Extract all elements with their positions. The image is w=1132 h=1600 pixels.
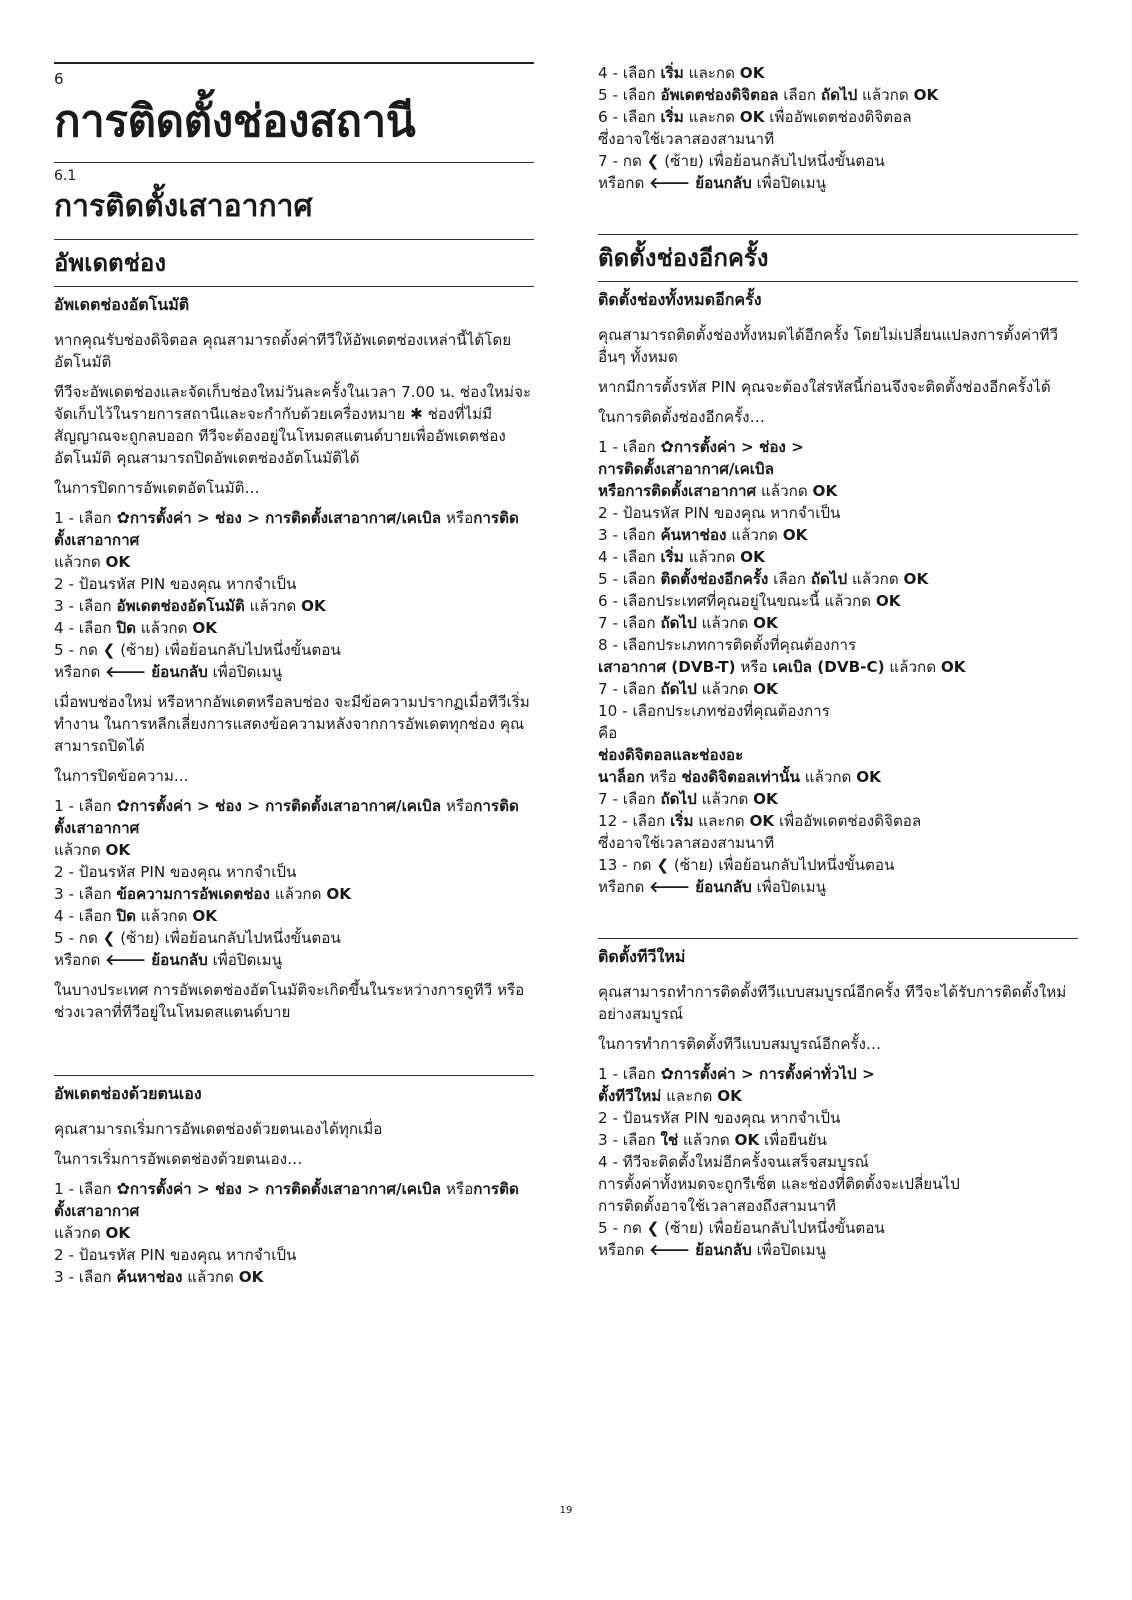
back-arrow-icon: 🡐 ย้อนกลับ <box>105 951 208 969</box>
message-off-steps <box>54 795 534 971</box>
reset-tv-heading: ติดตั้งทีวีใหม่ <box>598 938 1078 969</box>
new-channels-message-info: เมื่อพบช่องใหม่ หรือหากอัพเดตหรือลบช่อง จะมีข้อความปรากฏเมื่อทีวีเริ่มทำงาน ในการหลีกเลี่ยงการแสดงข้อความหลังจากการอัพเดตทุกช่อง คุณสามารถปิดได้ <box>54 693 530 755</box>
step-3: 3 - เลือก ใช่ แล้วกด OK เพื่อยืนยัน <box>598 1131 827 1149</box>
step-5: 5 - กด ❮ (ซ้าย) เพื่อย้อนกลับไปหนึ่งขั้นตอน <box>54 641 341 659</box>
step-3: 3 - เลือก อัพเดตช่องอัตโนมัติ แล้วกด OK <box>54 597 326 615</box>
step-10-option-a: ช่องดิจิตอลและช่องอะ <box>598 746 744 764</box>
back-arrow-icon: 🡐 ย้อนกลับ <box>649 878 752 896</box>
step-3: 3 - เลือก ค้นหาช่อง แล้วกด OK <box>54 1268 264 1286</box>
manual-update-start: ในการเริ่มการอัพเดตช่องด้วยตนเอง… <box>54 1150 303 1168</box>
step-4-note-a: การตั้งค่าทั้งหมดจะถูกรีเซ็ต และช่องที่ติดตั้งจะเปลี่ยนไป <box>598 1175 960 1193</box>
auto-update-description: ทีวีจะอัพเดตช่องและจัดเก็บช่องใหม่วันละครั้งในเวลา 7.00 น. ช่องใหม่จะจัดเก็บไว้ในรายการสถานีและจะกำกับด้วยเครื่องหมาย ✱ ช่องที่ไม่มีสัญญาณจะถูกลบออก ทีวีจะต้องอยู่ในโหมดสแตนด์บายเพื่ออัพเดตช่องอัตโนมัติ คุณสามารถปิดอัพเดตช่องอัตโนมัติได้ <box>54 383 532 467</box>
step-1: 1 - เลือก ✿การตั้งค่า > ช่อง > การติดตั้งเสาอากาศ/เคเบิล หรือการติดตั้งเสาอากาศ แล้วกด OK <box>598 437 838 500</box>
reset-tv-start: ในการทำการติดตั้งทีวีแบบสมบูรณ์อีกครั้ง… <box>598 1035 882 1053</box>
step-12-note: ซึ่งอาจใช้เวลาสองสามนาที <box>598 834 775 852</box>
step-9: 7 - เลือก ถัดไป แล้วกด OK <box>598 680 778 698</box>
step-1: 1 - เลือก ✿การตั้งค่า > ช่อง > การติดตั้งเสาอากาศ/เคเบิล หรือการติดตั้งเสาอากาศ แล้วกด OK <box>54 1179 519 1242</box>
step-5: 5 - เลือก ติดตั้งช่องอีกครั้ง เลือก ถัดไป แล้วกด OK <box>598 570 929 588</box>
step-back: หรือกด 🡐 ย้อนกลับ เพื่อปิดเมนู <box>598 878 826 896</box>
auto-update-off-intro: ในการปิดการอัพเดตอัตโนมัติ… <box>54 479 260 497</box>
step-4: 4 - เลือก ปิด แล้วกด OK <box>54 907 217 925</box>
manual-update-heading: อัพเดตช่องด้วยตนเอง <box>54 1075 534 1106</box>
page-number: 19 <box>559 1505 573 1516</box>
update-channels-title: อัพเดตช่อง <box>54 239 534 280</box>
chapter-number: 6 <box>54 62 534 88</box>
step-2: 2 - ป้อนรหัส PIN ของคุณ หากจำเป็น <box>54 863 297 881</box>
step-4: 4 - เลือก เริ่ม แล้วกด OK <box>598 548 765 566</box>
step-5: 5 - กด ❮ (ซ้าย) เพื่อย้อนกลับไปหนึ่งขั้นตอน <box>54 929 341 947</box>
auto-update-intro: หากคุณรับช่องดิจิตอล คุณสามารถตั้งค่าทีวีให้อัพเดตช่องเหล่านี้ได้โดยอัตโนมัติ <box>54 331 512 371</box>
step-10-is: คือ <box>598 724 618 742</box>
step-1: 1 - เลือก ✿การตั้งค่า > ช่อง > การติดตั้งเสาอากาศ/เคเบิล หรือการติดตั้งเสาอากาศ แล้วกด OK <box>54 508 519 571</box>
country-note: ในบางประเทศ การอัพเดตช่องอัตโนมัติจะเกิดขึ้นในระหว่างการดูทีวี หรือช่วงเวลาที่ทีวีอยู่ในโหมดสแตนด์บาย <box>54 981 525 1021</box>
step-back: หรือกด 🡐 ย้อนกลับ เพื่อปิดเมนู <box>54 951 282 969</box>
step-2: 2 - ป้อนรหัส PIN ของคุณ หากจำเป็น <box>54 1246 297 1264</box>
reset-tv-steps <box>598 1063 1078 1261</box>
reinstall-all-heading: ติดตั้งช่องทั้งหมดอีกครั้ง <box>598 281 1078 312</box>
manual-update-intro: คุณสามารถเริ่มการอัพเดตช่องด้วยตนเองได้ทุกเมื่อ <box>54 1120 383 1138</box>
step-4: 4 - เลือก เริ่ม และกด OK <box>598 64 765 82</box>
step-6: 6 - เลือกประเทศที่คุณอยู่ในขณะนี้ แล้วกด OK <box>598 592 901 610</box>
step-3: 3 - เลือก ค้นหาช่อง แล้วกด OK <box>598 526 808 544</box>
step-11: 7 - เลือก ถัดไป แล้วกด OK <box>598 790 778 808</box>
reinstall-title: ติดตั้งช่องอีกครั้ง <box>598 234 1078 275</box>
back-arrow-icon: 🡐 ย้อนกลับ <box>649 1241 752 1259</box>
auto-update-heading: อัพเดตช่องอัตโนมัติ <box>54 286 534 317</box>
step-back: หรือกด 🡐 ย้อนกลับ เพื่อปิดเมนู <box>598 174 826 192</box>
reinstall-start: ในการติดตั้งช่องอีกครั้ง… <box>598 408 765 426</box>
step-7: 7 - กด ❮ (ซ้าย) เพื่อย้อนกลับไปหนึ่งขั้นตอน <box>598 152 885 170</box>
step-back: หรือกด 🡐 ย้อนกลับ เพื่อปิดเมนู <box>54 663 282 681</box>
step-1: 1 - เลือก ✿การตั้งค่า > การตั้งค่าทั่วไป > ตั้งทีวีใหม่ และกด OK <box>598 1064 875 1105</box>
gear-icon: ✿ <box>116 796 130 815</box>
chapter-title: การติดตั้งช่องสถานี <box>54 96 416 147</box>
section-title: การติดตั้งเสาอากาศ <box>54 189 313 224</box>
step-3: 3 - เลือก ข้อความการอัพเดตช่อง แล้วกด OK <box>54 885 351 903</box>
step-2: 2 - ป้อนรหัส PIN ของคุณ หากจำเป็น <box>598 1109 841 1127</box>
reinstall-all-intro: คุณสามารถติดตั้งช่องทั้งหมดได้อีกครั้ง โดยไม่เปลี่ยนแปลงการตั้งค่าทีวีอื่นๆ ทั้งหมด <box>598 326 1059 366</box>
gear-icon: ✿ <box>116 1179 130 1198</box>
step-4: 4 - ทีวีจะติดตั้งใหม่อีกครั้งจนเสร็จสมบูรณ์ <box>598 1153 869 1171</box>
manual-update-steps-continued <box>598 62 1078 194</box>
step-5: 5 - กด ❮ (ซ้าย) เพื่อย้อนกลับไปหนึ่งขั้นตอน <box>598 1219 885 1237</box>
message-off-intro: ในการปิดข้อความ... <box>54 767 189 785</box>
back-arrow-icon: 🡐 ย้อนกลับ <box>649 174 752 192</box>
step-7: 7 - เลือก ถัดไป แล้วกด OK <box>598 614 778 632</box>
reinstall-steps <box>598 436 1078 898</box>
step-1: 1 - เลือก ✿การตั้งค่า > ช่อง > การติดตั้งเสาอากาศ/เคเบิล หรือการติดตั้งเสาอากาศ แล้วกด OK <box>54 796 519 859</box>
step-6: 6 - เลือก เริ่ม และกด OK เพื่ออัพเดตช่องดิจิตอล <box>598 108 912 126</box>
step-6-note: ซึ่งอาจใช้เวลาสองสามนาที <box>598 130 775 148</box>
gear-icon: ✿ <box>116 508 130 527</box>
step-10: 10 - เลือกประเภทช่องที่คุณต้องการ <box>598 702 830 720</box>
step-2: 2 - ป้อนรหัส PIN ของคุณ หากจำเป็น <box>598 504 841 522</box>
auto-update-steps <box>54 507 534 683</box>
manual-update-steps <box>54 1178 534 1288</box>
step-8: 8 - เลือกประเภทการติดตั้งที่คุณต้องการ <box>598 636 857 654</box>
step-5: 5 - เลือก อัพเดตช่องดิจิตอล เลือก ถัดไป แล้วกด OK <box>598 86 939 104</box>
step-12: 12 - เลือก เริ่ม และกด OK เพื่ออัพเดตช่องดิจิตอล <box>598 812 922 830</box>
gear-icon: ✿ <box>660 437 674 456</box>
reinstall-pin-note: หากมีการตั้งรหัส PIN คุณจะต้องใส่รหัสนี้ก่อนจึงจะติดตั้งช่องอีกครั้งได้ <box>598 378 1051 396</box>
left-column <box>54 62 534 1296</box>
section-number: 6.1 <box>54 168 77 184</box>
back-arrow-icon: 🡐 ย้อนกลับ <box>105 663 208 681</box>
right-column <box>598 62 1078 1269</box>
gear-icon: ✿ <box>660 1064 674 1083</box>
step-2: 2 - ป้อนรหัส PIN ของคุณ หากจำเป็น <box>54 575 297 593</box>
reset-tv-intro: คุณสามารถทำการติดตั้งทีวีแบบสมบูรณ์อีกครั้ง ทีวีจะได้รับการติดตั้งใหม่อย่างสมบูรณ์ <box>598 983 1067 1023</box>
step-4: 4 - เลือก ปิด แล้วกด OK <box>54 619 217 637</box>
step-10-option-b: นาล็อก หรือ ช่องดิจิตอลเท่านั้น แล้วกด OK <box>598 768 881 786</box>
step-4-note-b: การติดตั้งอาจใช้เวลาสองถึงสามนาที <box>598 1197 836 1215</box>
step-back: หรือกด 🡐 ย้อนกลับ เพื่อปิดเมนู <box>598 1241 826 1259</box>
step-8-options: เสาอากาศ (DVB-T) หรือ เคเบิล (DVB-C) แล้วกด OK <box>598 658 966 676</box>
step-13: 13 - กด ❮ (ซ้าย) เพื่อย้อนกลับไปหนึ่งขั้นตอน <box>598 856 895 874</box>
